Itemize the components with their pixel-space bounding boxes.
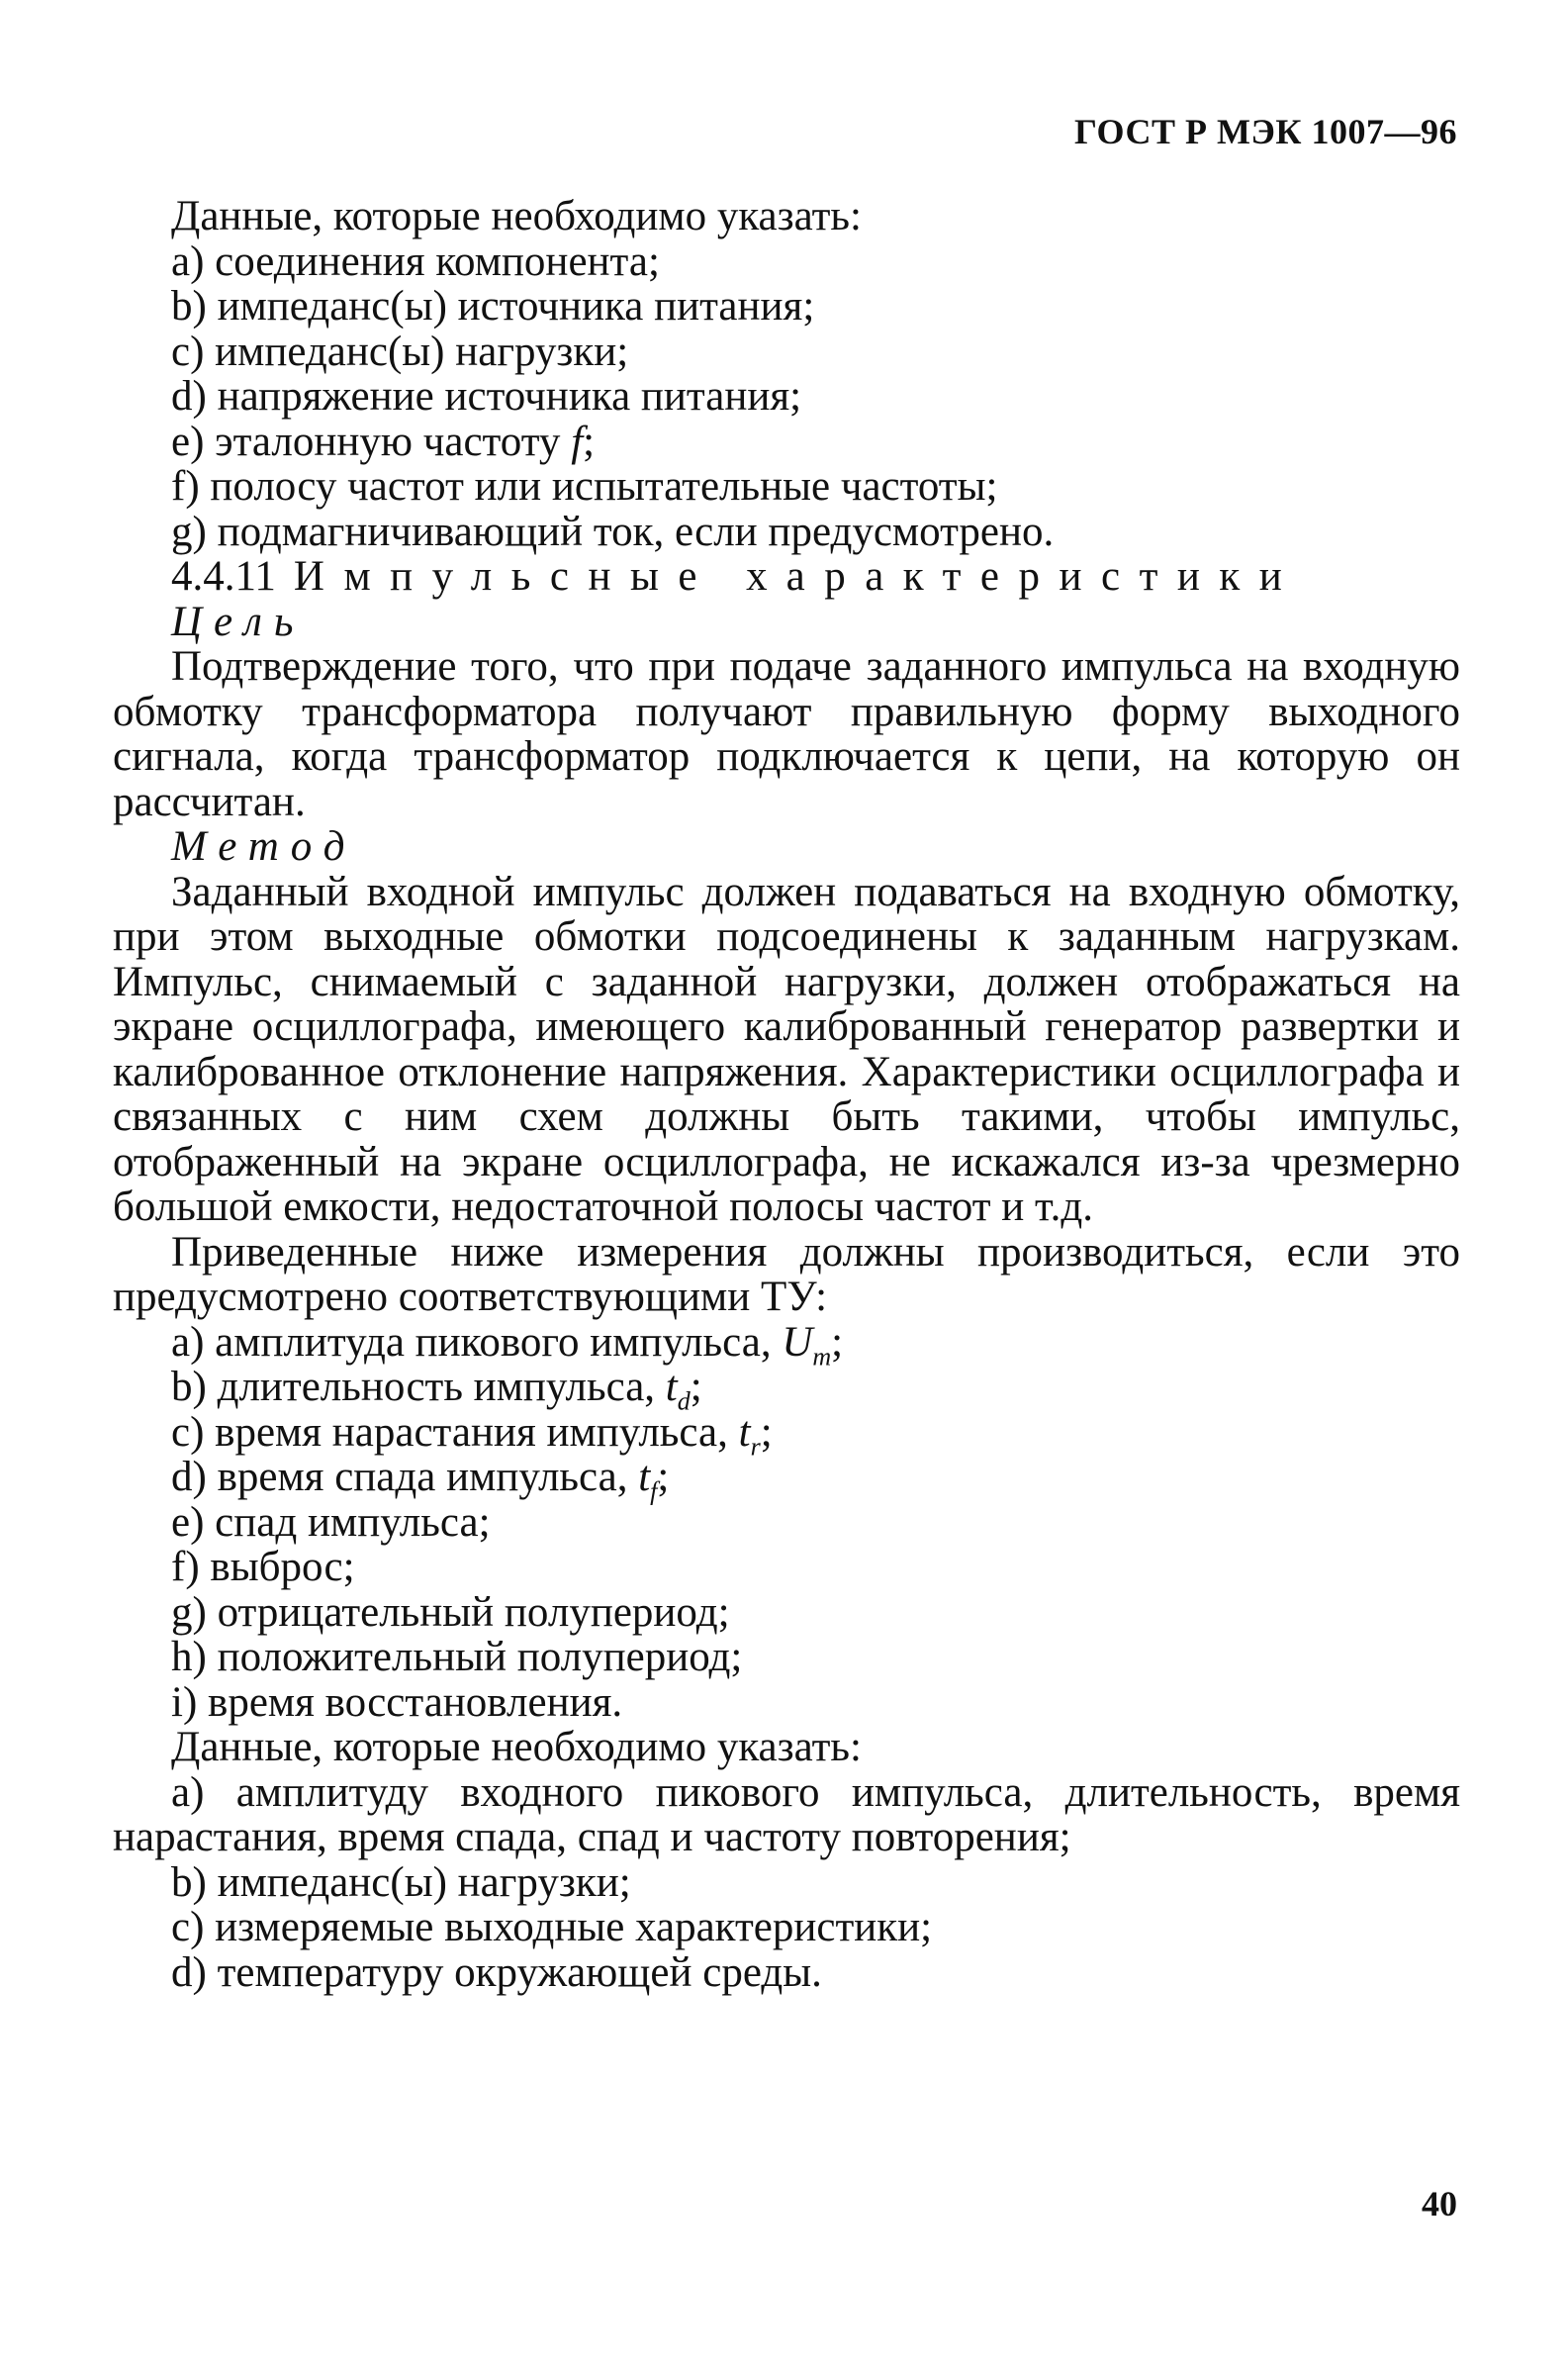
symbol-base: t (738, 1408, 751, 1456)
list-item-tail: ; (657, 1454, 670, 1500)
list-item: е) спад импульса; (171, 1498, 491, 1546)
list-item (113, 1364, 1460, 1416)
list-item-tail: ; (831, 1318, 844, 1366)
data-intro: Данные, которые необходимо указать: (171, 193, 862, 239)
method-text: Заданный входной импульс должен подаваться на входную обмотку, при этом выходные обмотки подсоединены к заданным нагрузкам. Импульс, снимаемый с заданной нагрузки, должен отображаться на экране осциллографа, имеющего калиброванный генератор развертки и калиброванное отклонение напряжения. Характеристики осциллографа и связанных с ним схем должны быть такими, чтобы импульс, отображенный на экране осциллографа, не искажался из-за чрезмерно большой емкости, недостаточной полосы частот и т.д. (113, 868, 1460, 1230)
section-title: Импульсные характеристики (293, 553, 1302, 600)
document-header: ГОСТ Р МЭК 1007—96 (1074, 112, 1457, 151)
list-item (113, 1408, 1460, 1462)
list-item-text: d) время спада импульса, (171, 1454, 639, 1500)
document-body (113, 194, 1460, 1995)
list-item: d) температуру окружающей среды. (171, 1948, 822, 1996)
section-heading (113, 554, 1460, 600)
goal-label: Цель (171, 598, 306, 645)
list-item-text: b) длительность импульса, (171, 1364, 666, 1410)
goal-text: Подтверждение того, что при подаче заданного импульса на входную обмотку трансформатора получают правильную форму выходного сигнала, когда трансформатор подключается к цепи, на которую он рассчитан. (113, 643, 1460, 825)
page-number: 40 (1422, 2184, 1457, 2223)
list-item-tail: ; (760, 1408, 773, 1456)
symbol-base: t (665, 1364, 678, 1410)
list-item: h) положительный полупериод; (171, 1634, 743, 1680)
symbol (782, 1318, 832, 1372)
list-item (113, 1318, 1460, 1372)
symbol-subscript: d (677, 1386, 691, 1416)
symbol (665, 1364, 691, 1416)
data-intro-2: Данные, которые необходимо указать: (171, 1724, 862, 1770)
list-item-text: а) амплитуда пикового импульса, (171, 1318, 783, 1366)
list-item: d) напряжение источника питания; (171, 373, 802, 420)
list-item: b) импеданс(ы) нагрузки; (171, 1858, 631, 1906)
symbol-base: U (782, 1318, 813, 1366)
list-item: f) выброс; (171, 1544, 355, 1590)
list-item (113, 420, 1460, 465)
list-item-text: е) эталонную частоту (171, 418, 572, 465)
list-item-text: с) время нарастания импульса, (171, 1408, 739, 1456)
symbol (638, 1454, 658, 1506)
method-label: Метод (171, 823, 357, 870)
symbol (738, 1408, 761, 1462)
list-item: с) измеряемые выходные характеристики; (171, 1904, 933, 1950)
list-item: f) полосу частот или испытательные частоты; (171, 463, 998, 510)
list-item-tail: ; (690, 1364, 702, 1410)
list-item-tail: ; (583, 418, 596, 465)
list-item: а) амплитуду входного пикового импульса, длительность, время нарастания, время спада, спад и частоту повторения; (113, 1768, 1460, 1860)
list-item: с) импеданс(ы) нагрузки; (171, 328, 629, 375)
list-item: g) подмагничивающий ток, если предусмотрено. (171, 508, 1055, 555)
measurements-intro: Приведенные ниже измерения должны производиться, если это предусмотрено соответствующими ТУ: (113, 1228, 1460, 1320)
list-item: b) импеданс(ы) источника питания; (171, 283, 815, 330)
symbol-subscript: r (750, 1432, 761, 1462)
list-item (113, 1454, 1460, 1506)
symbol-subscript: m (812, 1342, 832, 1372)
list-item: g) отрицательный полупериод; (171, 1588, 730, 1636)
section-number: 4.4.11 (171, 553, 276, 600)
frequency-symbol: f (571, 418, 584, 465)
symbol-subscript: f (650, 1476, 658, 1506)
symbol-base: t (638, 1454, 651, 1500)
list-item: а) соединения компонента; (171, 237, 660, 285)
list-item: i) время восстановления. (171, 1678, 623, 1726)
